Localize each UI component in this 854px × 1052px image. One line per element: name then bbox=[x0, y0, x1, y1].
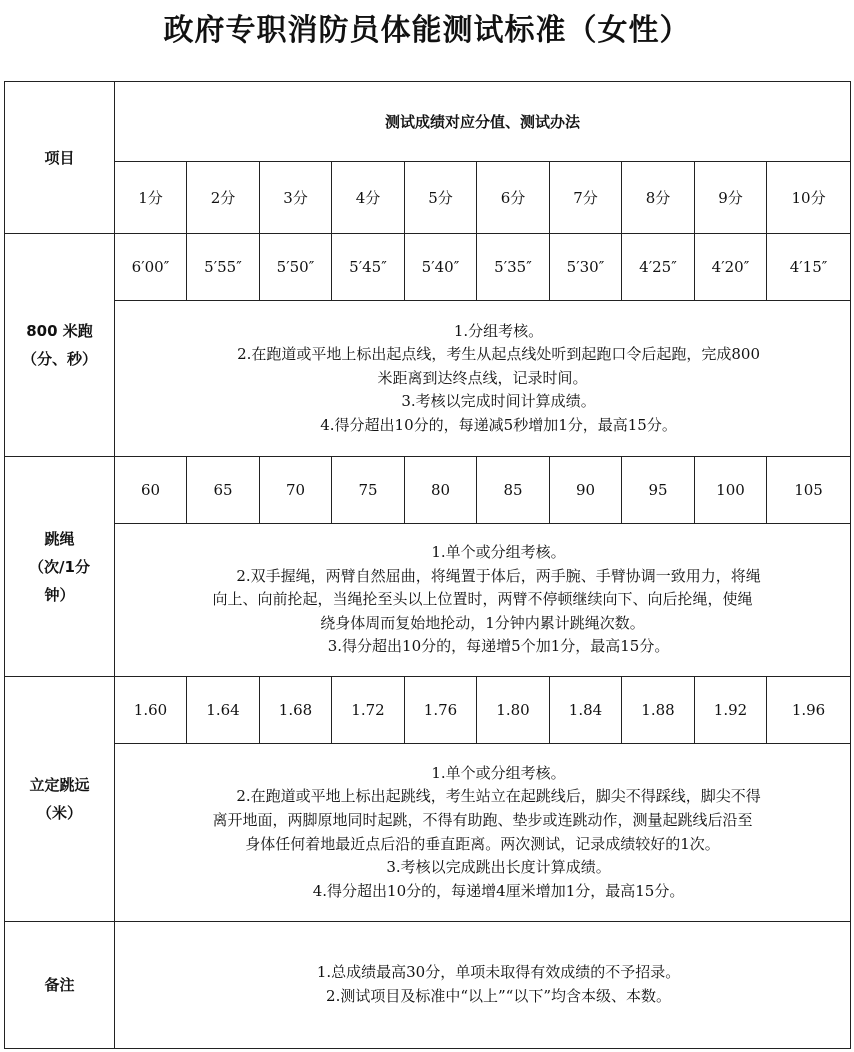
run800-values-row bbox=[5, 234, 851, 301]
value-cell: 5′50″ bbox=[260, 234, 332, 301]
value-cell: 1.76 bbox=[405, 677, 477, 744]
score-header-row bbox=[5, 162, 851, 234]
jump-label: 立定跳远 （米） bbox=[5, 677, 115, 922]
value-cell: 80 bbox=[405, 457, 477, 524]
value-cell: 100 bbox=[695, 457, 767, 524]
score-cell: 10分 bbox=[767, 162, 851, 234]
run800-method: 1.分组考核。 2.在跑道或平地上标出起点线，考生从起点线处听到起跑口令后起跑，完成800 米距离到达终点线，记录时间。 3.考核以完成时间计算成绩。 4.得分超出10分的，每递减5秒增加1分，最高15分。 bbox=[115, 301, 851, 457]
value-cell: 60 bbox=[115, 457, 187, 524]
score-cell: 9分 bbox=[695, 162, 767, 234]
value-cell: 105 bbox=[767, 457, 851, 524]
jump-values-row bbox=[5, 677, 851, 744]
remarks-label: 备注 bbox=[5, 922, 115, 1049]
value-cell: 1.88 bbox=[622, 677, 695, 744]
value-cell: 5′40″ bbox=[405, 234, 477, 301]
value-cell: 1.68 bbox=[260, 677, 332, 744]
header-row bbox=[5, 82, 851, 162]
score-cell: 6分 bbox=[477, 162, 550, 234]
value-cell: 85 bbox=[477, 457, 550, 524]
value-cell: 1.72 bbox=[332, 677, 405, 744]
run800-label: 800 米跑 （分、秒） bbox=[5, 234, 115, 457]
remarks-text: 1.总成绩最高30分，单项未取得有效成绩的不予招录。 2.测试项目及标准中“以上”“以下”均含本级、本数。 bbox=[115, 922, 851, 1049]
value-cell: 5′30″ bbox=[550, 234, 622, 301]
rope-values-row bbox=[5, 457, 851, 524]
value-cell: 70 bbox=[260, 457, 332, 524]
standards-table bbox=[4, 81, 851, 1049]
rope-method: 1.单个或分组考核。 2.双手握绳，两臂自然屈曲，将绳置于体后，两手腕、手臂协调一致用力，将绳 向上、向前抡起，当绳抡至头以上位置时，两臂不停顿继续向下、向后抡绳，使绳 绕身体周而复始地抡动，1分钟内累计跳绳次数。 3.得分超出10分的，每递增5个加1分，最高15分。 bbox=[115, 524, 851, 677]
jump-method: 1.单个或分组考核。 2.在跑道或平地上标出起跳线，考生站立在起跳线后，脚尖不得踩线，脚尖不得 离开地面，两脚原地同时起跳，不得有助跑、垫步或连跳动作，测量起跳线后沿至 身体任何着地最近点后沿的垂直距离。两次测试，记录成绩较好的1次。 3.考核以完成跳出长度计算成绩。 4.得分超出10分的，每递增4厘米增加1分，最高15分。 bbox=[115, 744, 851, 922]
value-cell: 4′25″ bbox=[622, 234, 695, 301]
score-cell: 5分 bbox=[405, 162, 477, 234]
page-title: 政府专职消防员体能测试标准（女性） bbox=[163, 13, 691, 48]
item-header: 项目 bbox=[5, 82, 115, 234]
value-cell: 1.60 bbox=[115, 677, 187, 744]
rope-method-row bbox=[5, 524, 851, 677]
value-cell: 1.84 bbox=[550, 677, 622, 744]
value-cell: 5′55″ bbox=[187, 234, 260, 301]
score-cell: 4分 bbox=[332, 162, 405, 234]
value-cell: 75 bbox=[332, 457, 405, 524]
value-cell: 95 bbox=[622, 457, 695, 524]
score-cell: 1分 bbox=[115, 162, 187, 234]
value-cell: 65 bbox=[187, 457, 260, 524]
rope-label: 跳绳 （次/1分 钟） bbox=[5, 457, 115, 677]
score-cell: 8分 bbox=[622, 162, 695, 234]
score-cell: 3分 bbox=[260, 162, 332, 234]
value-cell: 5′35″ bbox=[477, 234, 550, 301]
value-cell: 1.80 bbox=[477, 677, 550, 744]
value-cell: 1.64 bbox=[187, 677, 260, 744]
value-cell: 5′45″ bbox=[332, 234, 405, 301]
score-cell: 7分 bbox=[550, 162, 622, 234]
value-cell: 4′15″ bbox=[767, 234, 851, 301]
value-cell: 4′20″ bbox=[695, 234, 767, 301]
run800-method-row bbox=[5, 301, 851, 457]
remarks-row bbox=[5, 922, 851, 1049]
method-header: 测试成绩对应分值、测试办法 bbox=[115, 82, 851, 162]
value-cell: 1.96 bbox=[767, 677, 851, 744]
value-cell: 6′00″ bbox=[115, 234, 187, 301]
value-cell: 1.92 bbox=[695, 677, 767, 744]
value-cell: 90 bbox=[550, 457, 622, 524]
score-cell: 2分 bbox=[187, 162, 260, 234]
jump-method-row bbox=[5, 744, 851, 922]
